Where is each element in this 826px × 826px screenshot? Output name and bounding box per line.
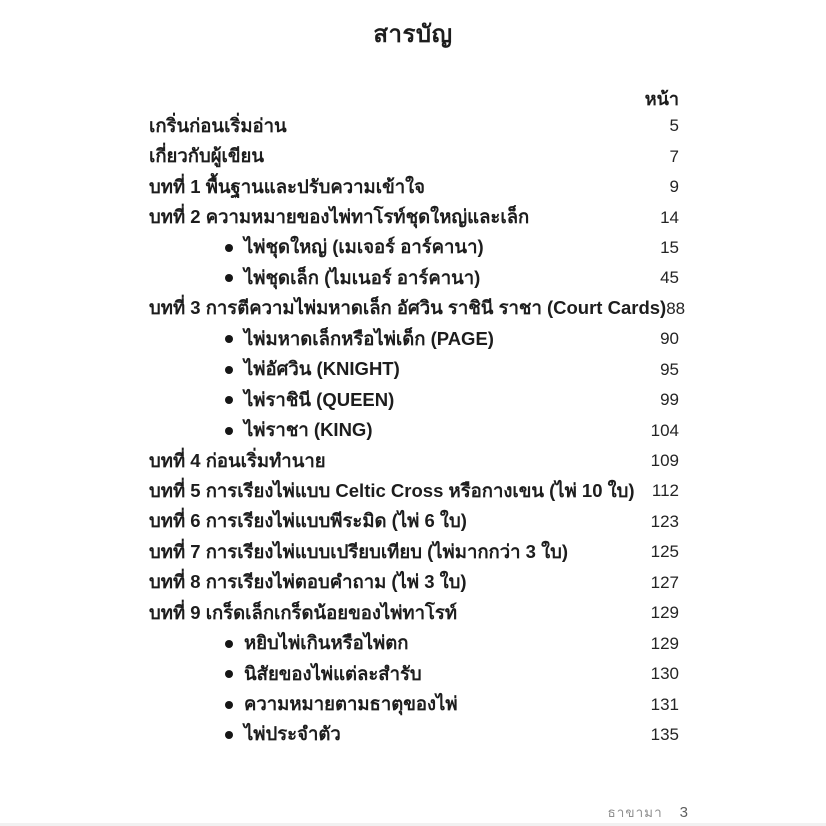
toc-entry (149, 415, 679, 445)
toc-entry-page: 131 (650, 694, 679, 714)
bullet-icon (225, 366, 233, 374)
toc-entry-label: ไพ่ชุดใหญ่ (เมเจอร์ อาร์คานา) (244, 236, 484, 258)
toc-entry (149, 720, 679, 750)
bullet-icon (225, 427, 233, 435)
toc-entry-page: 125 (650, 542, 679, 562)
toc-entry-label: ไพ่ราชินี (QUEEN) (244, 388, 395, 410)
toc-entry (149, 385, 679, 415)
toc-entry-page: 88 (666, 298, 686, 318)
toc-entry-label: ไพ่ชุดเล็ก (ไมเนอร์ อาร์คานา) (244, 266, 481, 288)
toc-entry (149, 628, 679, 658)
toc-entry (149, 507, 679, 537)
bullet-icon (225, 731, 233, 739)
toc-entry-page: 90 (660, 329, 679, 349)
toc-entry (149, 659, 679, 689)
toc-entry-label: บทที่ 5 การเรียงไพ่แบบ Celtic Cross หรือกางเขน (ไพ่ 10 ใบ) (149, 479, 635, 501)
toc-entry-page: 130 (650, 664, 679, 684)
toc-entry (149, 141, 679, 171)
toc-entry-label: บทที่ 9 เกร็ดเล็กเกร็ดน้อยของไพ่ทาโรท์ (149, 601, 458, 623)
toc-entry-label: บทที่ 6 การเรียงไพ่แบบพีระมิด (ไพ่ 6 ใบ) (149, 510, 467, 532)
toc-entry-page: 5 (669, 116, 679, 136)
toc-entry (149, 537, 679, 567)
toc-entry-page: 9 (669, 177, 679, 197)
toc-entry-label: ไพ่มหาดเล็กหรือไพ่เด็ก (PAGE) (244, 327, 494, 349)
toc-entry-label: บทที่ 4 ก่อนเริ่มทำนาย (149, 449, 326, 471)
page-footer (608, 801, 688, 823)
toc-entry-page: 15 (660, 237, 679, 257)
toc-entry (149, 689, 679, 719)
toc-entry-page: 135 (650, 724, 679, 744)
toc-entry-page: 7 (669, 146, 679, 166)
toc-entry-page: 129 (650, 603, 679, 623)
bullet-icon (225, 335, 233, 343)
page-column-header: หน้า (644, 89, 679, 109)
toc-entry-label: นิสัยของไพ่แต่ละสำรับ (244, 662, 422, 684)
toc-entry-page: 45 (660, 268, 679, 288)
toc-entry-page: 112 (651, 481, 679, 501)
toc-entry (149, 263, 679, 293)
toc-entry (149, 233, 679, 263)
toc-entry-label: ความหมายตามธาตุของไพ่ (244, 693, 458, 715)
toc-entry-label: บทที่ 1 พื้นฐานและปรับความเข้าใจ (149, 175, 425, 197)
toc-entry-label: บทที่ 7 การเรียงไพ่แบบเปรียบเทียบ (ไพ่มากกว่า 3 ใบ) (149, 540, 569, 562)
toc-entry-page: 123 (650, 511, 679, 531)
bullet-icon (225, 274, 233, 282)
toc-entry-page: 109 (650, 451, 679, 471)
toc-entry-label: เกี่ยวกับผู้เขียน (149, 145, 264, 167)
toc-entry (149, 568, 679, 598)
toc-entry (149, 355, 679, 385)
bullet-icon (225, 701, 233, 709)
page-title: สารบัญ (373, 21, 453, 48)
bullet-icon (225, 640, 233, 648)
toc-entry-label: ไพ่อัศวิน (KNIGHT) (244, 358, 400, 380)
toc-entry-label: บทที่ 2 ความหมายของไพ่ทาโรท์ชุดใหญ่และเล็ก (149, 206, 530, 228)
toc-entry-page: 104 (650, 420, 679, 440)
bullet-icon (225, 244, 233, 252)
toc-entry (149, 111, 679, 141)
footer-brand: ธาขามา (607, 805, 663, 820)
toc-entry-label: ไพ่ราชา (KING) (244, 419, 373, 441)
toc-entry (149, 324, 679, 354)
toc-entry-label: เกริ่นก่อนเริ่มอ่าน (149, 114, 287, 136)
footer-page-number: 3 (679, 804, 688, 821)
toc-entry (149, 172, 679, 202)
toc-entry-page: 127 (650, 572, 679, 592)
bullet-icon (225, 396, 233, 404)
toc-entry (149, 202, 679, 232)
toc-entry (149, 598, 679, 628)
toc-entry (149, 476, 679, 506)
toc-entry-page: 95 (660, 359, 679, 379)
toc-entry (149, 294, 686, 324)
toc-entry-label: บทที่ 3 การตีความไพ่มหาดเล็ก อัศวิน ราชินี ราชา (Court Cards) (149, 297, 667, 319)
toc-entry-label: หยิบไพ่เกินหรือไพ่ตก (244, 632, 409, 654)
toc-entry-label: ไพ่ประจำตัว (244, 723, 341, 745)
toc-entry-page: 99 (660, 390, 679, 410)
toc-list (149, 111, 686, 750)
toc-entry-page: 129 (650, 633, 679, 653)
toc-entry (149, 446, 679, 476)
toc-entry-page: 14 (660, 207, 679, 227)
toc-entry-label: บทที่ 8 การเรียงไพ่ตอบคำถาม (ไพ่ 3 ใบ) (149, 571, 467, 593)
bullet-icon (225, 670, 233, 678)
